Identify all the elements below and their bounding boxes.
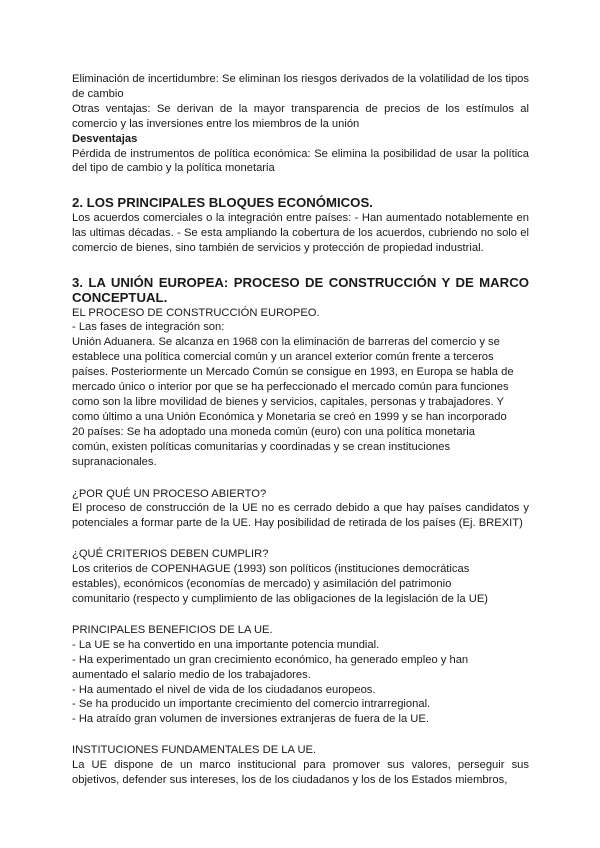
beneficios-item: - Se ha producido un importante crecimiento del comercio intrarregional. xyxy=(72,698,431,711)
criterios-line: estables), económicos (economías de mercado) y asimilación del patrimonio xyxy=(72,578,452,591)
section-3-line: establece una política comercial común y un arancel exterior común frente a terceros xyxy=(72,351,494,364)
perdida-instrumentos-paragraph: Pérdida de instrumentos de política económica: Se elimina la posibilidad de usar la política del tipo de cambio y la política monetaria xyxy=(72,147,529,175)
proceso-abierto-text: El proceso de construcción de la UE no es cerrado debido a que hay países candidatos y potenciales a formar parte de la UE. Hay posibilidad de retirada de los países (Ej. BREXIT) xyxy=(72,502,529,530)
desventajas-heading: Desventajas xyxy=(72,132,138,145)
section-3-line: países. Posteriormente un Mercado Común se consigue en 1993, en Europa se habla de xyxy=(72,366,514,379)
beneficios-item: - Ha atraído gran volumen de inversiones extranjeras de fuera de la UE. xyxy=(72,713,429,726)
section-3-line: supranacionales. xyxy=(72,455,157,468)
beneficios-item: - Ha aumentado el nivel de vida de los ciudadanos europeos. xyxy=(72,683,376,696)
otras-ventajas-paragraph: Otras ventajas: Se derivan de la mayor transparencia de precios de los estímulos al comercio y las inversiones entre los miembros de la unión xyxy=(72,102,529,130)
section-2-text: Los acuerdos comerciales o la integración entre países: - Han aumentado notablemente en las ultimas décadas. - Se esta ampliando la cobertura de los acuerdos, cubriendo no solo el comercio de bienes, sino también de servicios y protección de propiedad industrial. xyxy=(72,211,529,254)
instituciones-text: La UE dispone de un marco institucional para promover sus valores, perseguir sus objetivos, defender sus intereses, los de los ciudadanos y los de los Estados miembros, xyxy=(72,759,529,787)
beneficios-item: - La UE se ha convertido en una importante potencia mundial. xyxy=(72,638,380,651)
incertidumbre-paragraph: Eliminación de incertidumbre: Se eliminan los riesgos derivados de la volatilidad de los tipos de cambio xyxy=(72,73,529,100)
section-3-line: como último a una Unión Económica y Monetaria se creó en 1999 y se han incorporado xyxy=(72,410,507,423)
section-3-line: común, existen políticas comunitarias y coordinadas y se crean instituciones xyxy=(72,440,451,453)
instituciones-heading: INSTITUCIONES FUNDAMENTALES DE LA UE. xyxy=(72,744,317,757)
criterios-line: comunitario (respecto y cumplimiento de las obligaciones de la legislación de la UE) xyxy=(72,592,489,605)
section-3-line: 20 países: Se ha adoptado una moneda común (euro) con una política monetaria xyxy=(72,425,476,438)
section-3-line: - Las fases de integración son: xyxy=(72,321,225,334)
section-3-line: mercado único o interior por que se ha perfeccionado el mercado común para funciones xyxy=(72,381,509,394)
proceso-abierto-heading: ¿POR QUÉ UN PROCESO ABIERTO? xyxy=(72,487,267,500)
beneficios-item: aumentado el salario medio de los trabajadores. xyxy=(72,668,311,681)
proceso-construccion-subheading: EL PROCESO DE CONSTRUCCIÓN EUROPEO. xyxy=(72,306,320,319)
section-3-line: Unión Aduanera. Se alcanza en 1968 con la eliminación de barreras del comercio y se xyxy=(72,336,500,349)
section-3-line: como son la libre movilidad de bienes y servicios, capitales, personas y trabajadores. Y xyxy=(72,396,504,408)
beneficios-item: - Ha experimentado un gran crecimiento económico, ha generado empleo y han xyxy=(72,653,469,666)
section-2-heading: 2. LOS PRINCIPALES BLOQUES ECONÓMICOS. xyxy=(72,195,373,211)
criterios-line: Los criterios de COPENHAGUE (1993) son políticos (instituciones democráticas xyxy=(72,563,470,576)
beneficios-heading: PRINCIPALES BENEFICIOS DE LA UE. xyxy=(72,623,273,636)
criterios-heading: ¿QUÉ CRITERIOS DEBEN CUMPLIR? xyxy=(72,548,269,561)
section-3-heading: 3. LA UNIÓN EUROPEA: PROCESO DE CONSTRUCCIÓN Y DE MARCO CONCEPTUAL. xyxy=(72,274,529,306)
